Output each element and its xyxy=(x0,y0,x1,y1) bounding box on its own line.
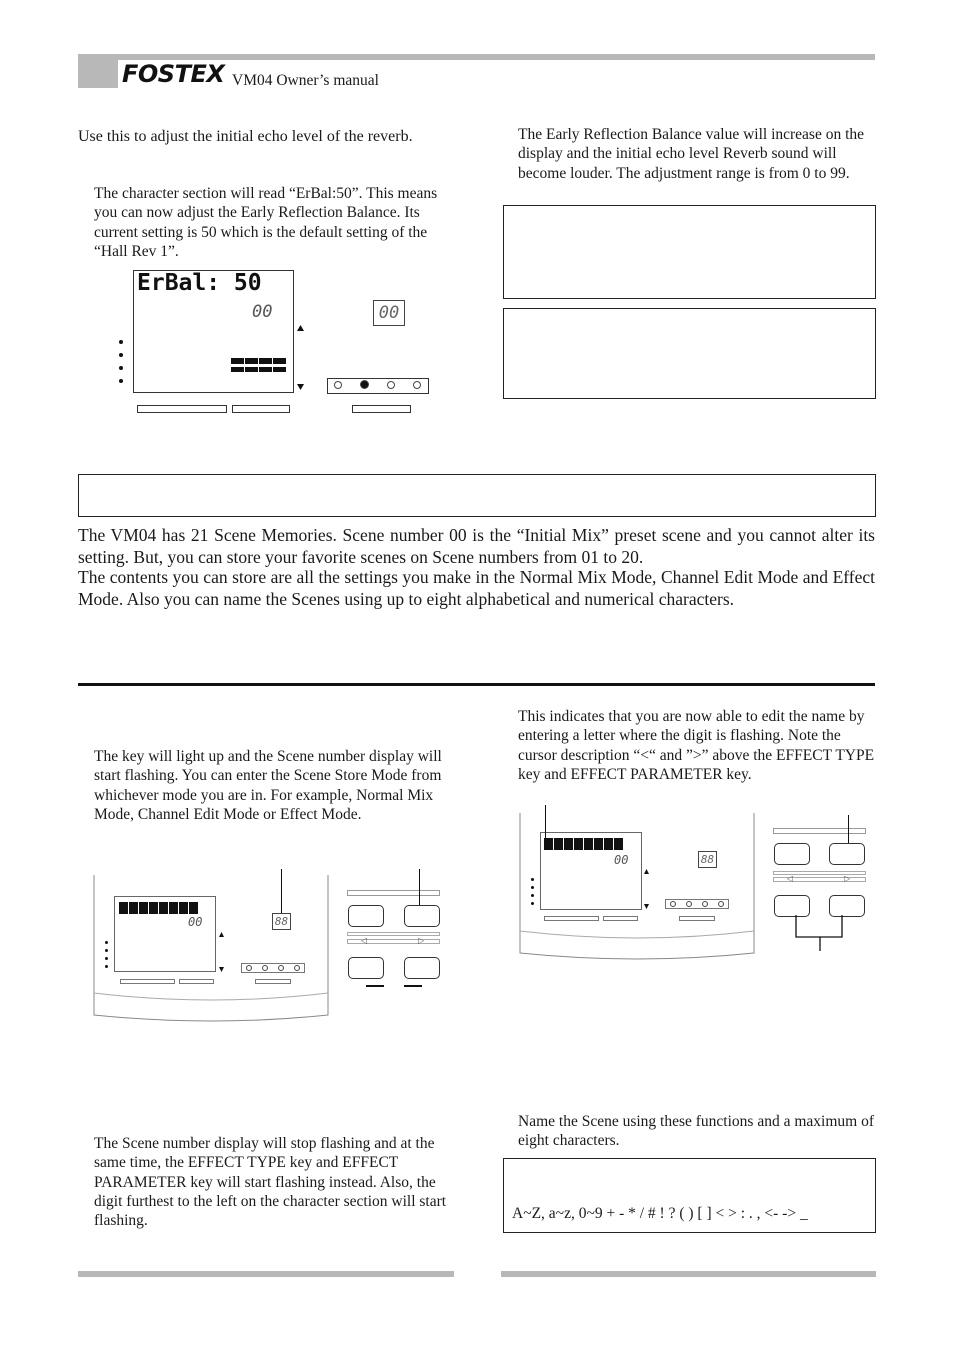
step1-led-4 xyxy=(294,965,300,971)
er-key-scene[interactable] xyxy=(352,405,411,413)
header-gray-tab xyxy=(78,54,118,88)
edit-lcd-blocks xyxy=(544,837,624,855)
edit-key-store-button[interactable] xyxy=(774,895,810,917)
er-indicator-dot-3 xyxy=(119,366,123,370)
section-divider xyxy=(78,683,875,686)
er-up-arrow-icon xyxy=(296,323,306,333)
edit-key-effect-parameter-button[interactable] xyxy=(829,843,865,865)
edit-callout-lcd xyxy=(545,805,546,838)
step1-key-effect-parameter-button[interactable] xyxy=(404,905,440,927)
step1-led-2 xyxy=(262,965,268,971)
edit-dot-4 xyxy=(531,902,534,905)
edit-callout-bracket xyxy=(792,915,852,955)
step1-scene-number-display: 88 xyxy=(272,913,291,930)
step1-key-effect-type-button[interactable] xyxy=(348,905,384,927)
edit-callout-param-key xyxy=(848,815,849,843)
step1-key-recall-button[interactable] xyxy=(404,957,440,979)
edit-cursor-right-icon: ▷ xyxy=(844,874,851,883)
step1-led-3 xyxy=(278,965,284,971)
er-led-1 xyxy=(334,381,342,389)
edit-key-effect-type-button[interactable] xyxy=(774,843,810,865)
er-indicator-dot-2 xyxy=(119,353,123,357)
edit-key-effect-type[interactable] xyxy=(544,916,599,921)
footer-rule-right xyxy=(501,1271,876,1277)
step1-led-1 xyxy=(246,965,252,971)
edit-led-3 xyxy=(702,901,708,907)
step1-down-arrow-icon xyxy=(218,966,226,974)
step1-dot-1 xyxy=(105,941,108,944)
edit-key-recall-button[interactable] xyxy=(829,895,865,917)
step1-key-strip-top xyxy=(347,890,440,896)
er-key-effect-parameter[interactable] xyxy=(232,405,290,413)
er-key-effect-type[interactable] xyxy=(137,405,227,413)
er-led-2-lit xyxy=(360,380,369,389)
edit-name-text: This indicates that you are now able to edit the name by entering a letter where the digit is flashing. Note the cursor description “<“ and ”>” above the EFFECT TYPE key and EFFECT PARAMETER key. xyxy=(518,708,875,783)
edit-key-scene[interactable] xyxy=(679,916,715,921)
scene-memory-para-1: The VM04 has 21 Scene Memories. Scene number 00 is the “Initial Mix” preset scene and you cannot alter its setting. But, you can store your favorite scenes on Scene numbers from 01 to 20. xyxy=(78,525,875,567)
manual-title: VM04 Owner’s manual xyxy=(232,72,379,89)
edit-dot-3 xyxy=(531,894,534,897)
scene-memory-para-2: The contents you can store are all the settings you make in the Normal Mix Mode, Channel Edit Mode and Effect Mode. Also you can name the Scenes using up to eight alphabetical and numerical characters. xyxy=(78,567,875,609)
er-lcd-digits: 00 xyxy=(252,302,273,322)
scene-memory-heading-box xyxy=(78,474,876,517)
step1-up-arrow-icon xyxy=(218,931,226,939)
er-led-3 xyxy=(387,381,395,389)
er-value-text: The Early Reflection Balance value will increase on the display and the initial echo level Reverb sound will become louder. The adjustment range is from 0 to 99. xyxy=(518,126,865,182)
er-indicator-dot-1 xyxy=(119,340,123,344)
footer-rule-left xyxy=(78,1271,454,1277)
charset-text: A~Z, a~z, 0~9 + - * / # ! ? ( ) [ ] < > : . , <- -> _ xyxy=(512,1205,808,1222)
brand-logo: FOSTEX xyxy=(122,60,225,88)
step2-text: The Scene number display will stop flashing and at the same time, the EFFECT TYPE key and EFFECT PARAMETER key will start flashing instead. Also, the digit furthest to the left on the character section will start flashing. xyxy=(94,1135,447,1230)
er-down-arrow-icon xyxy=(296,382,306,392)
step1-key-effect-param[interactable] xyxy=(179,979,214,984)
step1-lcd-digits: 00 xyxy=(188,915,203,929)
er-intro-text: Use this to adjust the initial echo level of the reverb. xyxy=(78,128,413,145)
step1-cursor-left-icon: ◁ xyxy=(361,936,368,945)
er-indicator-dot-4 xyxy=(119,379,123,383)
edit-dot-1 xyxy=(531,878,534,881)
step1-lcd-blocks xyxy=(119,901,199,919)
edit-scene-number-display: 88 xyxy=(698,851,717,868)
step1-key-store-button[interactable] xyxy=(348,957,384,979)
step1-cursor-right-icon: ▷ xyxy=(418,936,425,945)
step1-callout-scene-number xyxy=(281,869,282,913)
edit-led-1 xyxy=(670,901,676,907)
name-scene-text: Name the Scene using these functions and a maximum of eight characters. xyxy=(518,1113,874,1150)
edit-key-strip-top xyxy=(773,828,866,834)
edit-led-2 xyxy=(686,901,692,907)
er-scene-number-display: 00 xyxy=(373,300,405,326)
er-meter-blocks-lower xyxy=(231,359,287,377)
step1-underline-recall xyxy=(404,985,422,987)
edit-dot-2 xyxy=(531,886,534,889)
edit-up-arrow-icon xyxy=(643,868,651,876)
step1-text: The key will light up and the Scene number display will start flashing. You can enter the Scene Store Mode from whichever mode you are in. For example, Normal Mix Mode, Channel Edit Mode or Effect Mode. xyxy=(94,748,442,823)
edit-lcd-digits: 00 xyxy=(614,853,629,867)
step1-underline-store xyxy=(366,985,384,987)
edit-down-arrow-icon xyxy=(643,903,651,911)
er-note-box-2 xyxy=(503,308,876,399)
edit-led-4 xyxy=(718,901,724,907)
er-note-box-1 xyxy=(503,205,876,299)
step1-dot-2 xyxy=(105,949,108,952)
edit-key-effect-param[interactable] xyxy=(603,916,638,921)
step1-key-scene[interactable] xyxy=(255,979,291,984)
edit-cursor-left-icon: ◁ xyxy=(787,874,794,883)
er-led-4 xyxy=(413,381,421,389)
step1-dot-4 xyxy=(105,965,108,968)
er-character-text: The character section will read “ErBal:50”. This means you can now adjust the Early Reflection Balance. Its current setting is 50 which is the default setting of the “Hall Rev 1”. xyxy=(94,185,438,260)
step1-callout-key xyxy=(419,869,420,905)
step1-key-effect-type[interactable] xyxy=(120,979,175,984)
er-lcd-text: ErBal: 50 xyxy=(137,270,262,296)
step1-dot-3 xyxy=(105,957,108,960)
